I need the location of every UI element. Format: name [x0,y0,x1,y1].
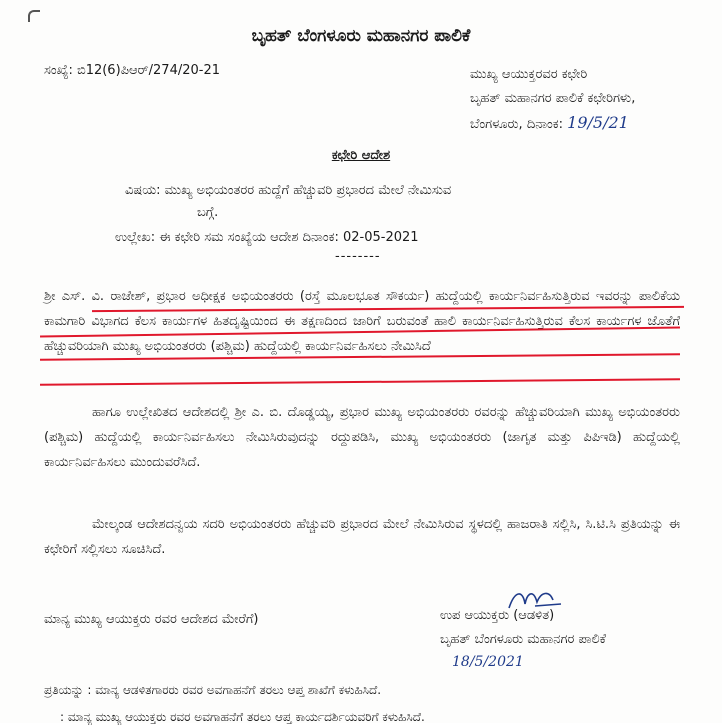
signatory-designation: ಉಪ ಆಯುಕ್ತರು (ಆಡಳಿತ) [440,608,555,623]
paragraph-1: ಶ್ರೀ ಎಸ್. ವಿ. ರಾಜೇಶ್, ಪ್ರಭಾರ ಅಧೀಕ್ಷಕ ಅಭಿಯಂತರರು (ರಸ್ತೆ ಮೂಲಭೂತ ಸೌಕರ್ಯ) ಹುದ್ದೆಯಲ್ಲಿ ಕಾರ್ಯನಿರ್ವಹಿಸುತ್ತಿರುವ ಇವರನ್ನು ಪಾಲಿಕೆಯ ಕಾಮಗಾರಿ ವಿಭಾಗದ ಕೆಲಸ ಕಾರ್ಯಗಳ ಹಿತದೃಷ್ಟಿಯಿಂದ ಈ ತಕ್ಷಣದಿಂದ ಜಾರಿಗೆ ಬರುವಂತೆ ಹಾಲಿ ಕಾರ್ಯನಿರ್ವಹಿಸುತ್ತಿರುವ ಕೆಲಸ ಕಾರ್ಯಗಳ ಜೊತೆಗೆ ಹೆಚ್ಚುವರಿಯಾಗಿ ಮುಖ್ಯ ಅಭಿಯಂತರರು (ಪಶ್ಚಿಮ) ಹುದ್ದೆಯಲ್ಲಿ ಕಾರ್ಯನಿರ್ವಹಿಸಲು ನೇಮಿಸಿದೆ [44,289,680,354]
signatory-block [440,604,606,652]
date-label: ಬೆಂಗಳೂರು, ದಿನಾಂಕ: [470,117,564,132]
separator: -------- [335,249,381,264]
signature-date: 18/5/2021 [452,654,524,670]
order-authority: ಮಾನ್ಯ ಮುಖ್ಯ ಆಯುಕ್ತರು ರವರ ಆದೇಶದ ಮೇರೆಗೆ) [44,612,259,627]
subject-line-1: ವಿಷಯ: ಮುಖ್ಯ ಅಭಿಯಂತರರ ಹುದ್ದೆಗೆ ಹೆಚ್ಚುವರಿ ಪ್ರಭಾರದ ಮೇಲೆ ನೇಮಿಸುವ [125,183,452,198]
staple-mark [28,10,40,22]
copy-to-line-2: : ಮಾನ್ಯ ಮುಖ್ಯ ಆಯುಕ್ತರು ರವರ ಅವಗಾಹನೆಗೆ ತರಲು ಆಪ್ತ ಕಾರ್ಯದರ್ಶಿಯವರಿಗೆ ಕಳುಹಿಸಿದೆ. [60,710,425,724]
office-line-3 [470,111,635,137]
reference-number: ಸಂಖ್ಯೆ: ಬಿ12(6)ಪಿಆರ್/274/20-21 [44,63,220,78]
reference-line: ಉಲ್ಲೇಖ: ಈ ಕಛೇರಿ ಸಮ ಸಂಖ್ಯೆಯ ಆದೇಶ ದಿನಾಂಕ: 02-05-2021 [115,230,419,245]
red-underline-4 [40,378,680,386]
paragraph-2: ಹಾಗೂ ಉಲ್ಲೇಖಿತದ ಆದೇಶದಲ್ಲಿ ಶ್ರೀ ಎ. ಬಿ. ದೊಡ್ಡಯ್ಯ, ಪ್ರಭಾರ ಮುಖ್ಯ ಅಭಿಯಂತರರು ರವರನ್ನು ಹೆಚ್ಚುವರಿಯಾಗಿ ಮುಖ್ಯ ಅಭಿಯಂತರರು (ಪಶ್ಚಿಮ) ಹುದ್ದೆಯಲ್ಲಿ ಕಾರ್ಯನಿರ್ವಹಿಸಲು ನೇಮಿಸಿರುವುದನ್ನು ರದ್ದುಪಡಿಸಿ, ಮುಖ್ಯ ಅಭಿಯಂತರರು (ಜಾಗೃತ ಮತ್ತು ಪಿಪಿಇಡಿ) ಹುದ್ದೆಯಲ್ಲಿ ಕಾರ್ಯನಿರ್ವಹಿಸಲು ಮುಂದುವರೆಸಿದೆ. [44,405,680,470]
letterhead-title: ಬೃಹತ್ ಬೆಂಗಳೂರು ಮಹಾನಗರ ಪಾಲಿಕೆ [251,26,471,46]
office-line-1: ಮುಖ್ಯ ಆಯುಕ್ತರವರ ಕಛೇರಿ [470,67,588,82]
subject-block [125,180,451,224]
office-address [470,63,635,137]
order-title: ಕಛೇರಿ ಆದೇಶ [331,148,391,163]
subject-line-2: ಬಗ್ಗೆ. [197,205,219,220]
signatory-office: ಬೃಹತ್ ಬೆಂಗಳೂರು ಮಹಾನಗರ ಪಾಲಿಕೆ [440,632,607,647]
copy-to-line-1: ಪ್ರತಿಯನ್ನು : ಮಾನ್ಯ ಆಡಳಿತಗಾರರು ರವರ ಅವಗಾಹನೆಗೆ ತರಲು ಆಪ್ತ ಶಾಖೆಗೆ ಕಳುಹಿಸಿದೆ. [44,683,382,697]
paragraph-3: ಮೇಲ್ಕಂಡ ಆದೇಶದನ್ವಯ ಸದರಿ ಅಭಿಯಂತರರು ಹೆಚ್ಚುವರಿ ಪ್ರಭಾರದ ಮೇಲೆ ನೇಮಿಸಿರುವ ಸ್ಥಳದಲ್ಲಿ ಹಾಜರಾತಿ ಸಲ್ಲಿಸಿ, ಸಿ.ಟಿ.ಸಿ ಪ್ರತಿಯನ್ನು ಈ ಕಛೇರಿಗೆ ಸಲ್ಲಿಸಲು ಸೂಚಿಸಿದೆ. [44,517,680,557]
handwritten-date: 19/5/21 [567,113,629,132]
office-line-2: ಬೃಹತ್ ಮಹಾನಗರ ಪಾಲಿಕೆ ಕಛೇರಿಗಳು, [470,91,636,106]
